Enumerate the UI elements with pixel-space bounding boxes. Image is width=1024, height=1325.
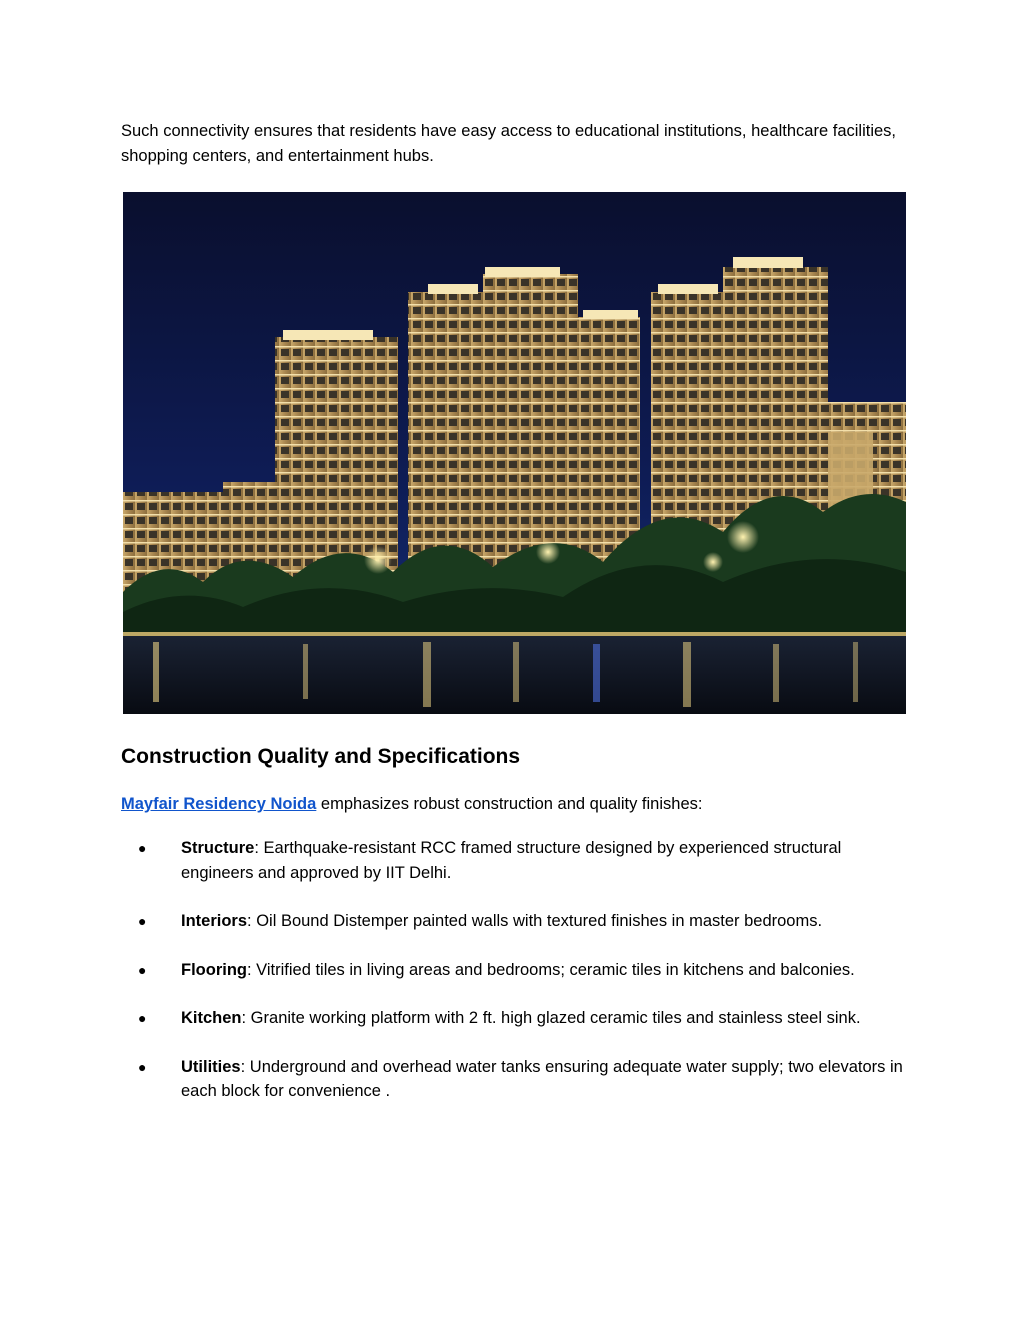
bullet-icon: ● — [138, 961, 147, 978]
bullet-icon: ● — [138, 1058, 147, 1075]
spec-term: Interiors — [181, 912, 248, 930]
spec-item-flooring — [121, 958, 911, 983]
spec-desc: : Underground and overhead water tanks ensuring adequate water supply; two elevators in each block for convenience . — [181, 1057, 903, 1100]
spec-term: Utilities — [181, 1057, 241, 1076]
spec-term: Kitchen — [181, 1009, 242, 1027]
spec-item-utilities — [121, 1055, 911, 1104]
mayfair-residency-link[interactable]: Mayfair Residency Noida — [121, 795, 317, 813]
spec-item-kitchen — [121, 1006, 911, 1031]
lead-text: emphasizes robust construction and quality finishes: — [316, 795, 703, 813]
spec-list — [121, 836, 911, 1128]
bullet-icon: ● — [138, 913, 147, 929]
spec-term: Structure — [181, 839, 255, 857]
spec-term: Flooring — [181, 960, 247, 979]
night-skyline-photo — [123, 192, 906, 714]
bullet-icon: ● — [138, 840, 147, 856]
spec-desc: : Vitrified tiles in living areas and bedrooms; ceramic tiles in kitchens and balconies. — [246, 960, 855, 979]
spec-desc: : Oil Bound Distemper painted walls with textured finishes in master bedrooms. — [247, 912, 823, 930]
intro-paragraph: Such connectivity ensures that residents have easy access to educational institutions, healthcare facilities, shopping centers, and entertainment hubs. — [121, 122, 897, 165]
bullet-icon: ● — [138, 1010, 147, 1026]
spec-desc: : Granite working platform with 2 ft. high glazed ceramic tiles and stainless steel sink. — [241, 1009, 861, 1027]
lead-paragraph — [121, 792, 702, 816]
spec-item-interiors — [121, 909, 911, 934]
section-heading: Construction Quality and Specifications — [121, 745, 521, 768]
spec-desc: : Earthquake-resistant RCC framed structure designed by experienced structural engineers and approved by IIT Delhi. — [181, 839, 842, 882]
spec-item-structure — [121, 836, 911, 885]
